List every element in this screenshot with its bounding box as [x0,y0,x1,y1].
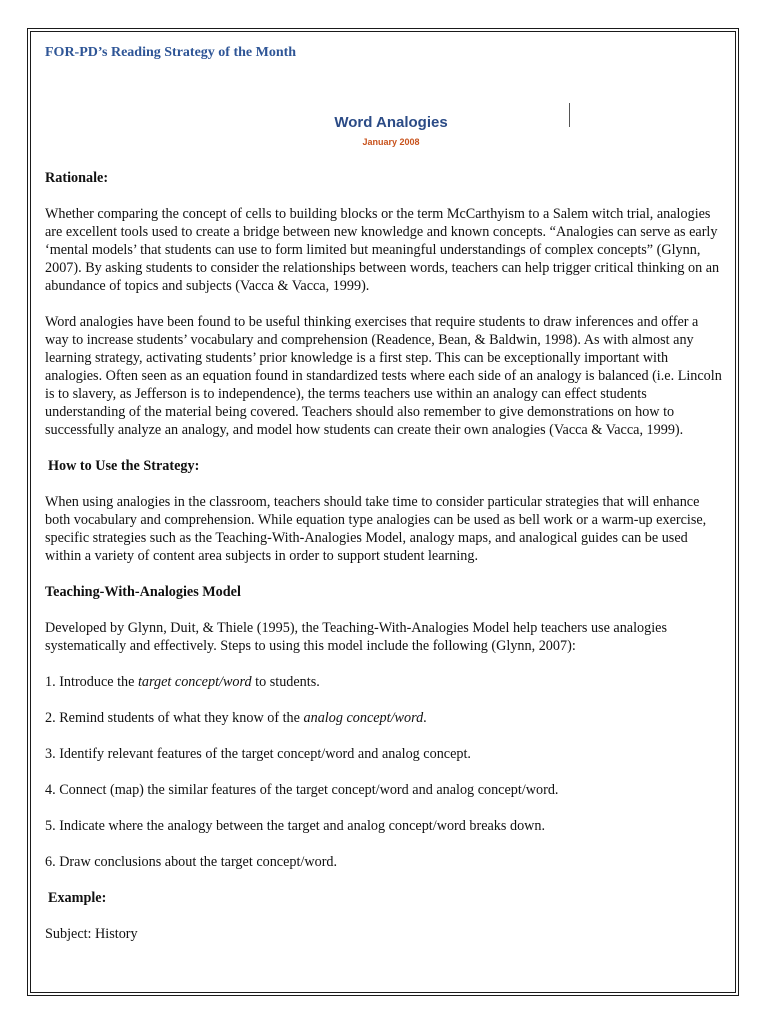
twa-model-section [45,583,723,871]
step-5: 5. Indicate where the analogy between the target and analog concept/word breaks down. [45,818,546,834]
document-body [45,44,723,943]
document-date: January 2008 [362,137,420,147]
example-subject: Subject: History [45,926,138,942]
twa-model-paragraph: Developed by Glynn, Duit, & Thiele (1995), the Teaching-With-Analogies Model help teachers use analogies systematically and effectively. Steps to using this model include the following (Glynn, 2007): [45,620,667,654]
step-2: 2. Remind students of what they know of the analog concept/word. [45,710,427,726]
rationale-section [45,169,723,439]
rationale-heading: Rationale: [45,170,109,186]
example-section [45,889,723,943]
how-to-paragraph: When using analogies in the classroom, teachers should take time to consider particular strategies that will enhance both vocabulary and comprehension. While equation type analogies can be used as bell work or a warm-up exercise, specific strategies such as the Teaching-With-Analogies Model, analogy maps, and analogical guides can be used within a variety of content area subjects in order to support student learning. [45,494,707,564]
step-4: 4. Connect (map) the similar features of the target concept/word and analog concept/word. [45,782,559,798]
step-1: 1. Introduce the target concept/word to students. [45,674,320,690]
how-to-heading: How to Use the Strategy: [48,458,200,474]
header-note: FOR-PD’s Reading Strategy of the Month [45,45,297,60]
twa-model-heading: Teaching-With-Analogies Model [45,584,241,600]
rationale-paragraph-1: Whether comparing the concept of cells to building blocks or the term McCarthyism to a Salem witch trial, analogies are excellent tools used to create a bridge between new knowledge and known concepts. “Analogies can serve as early ‘mental models’ that students can use to form limited but meaningful understandings of complex concepts” (Glynn, 2007). By asking students to consider the relationships between words, teachers can help trigger critical thinking on an abundance of topics and subjects (Vacca & Vacca, 1999). [45,206,720,294]
example-heading: Example: [48,890,107,906]
how-to-section [45,457,723,565]
rationale-paragraph-2: Word analogies have been found to be useful thinking exercises that require students to draw inferences and offer a way to increase students’ vocabulary and comprehension (Readence, Bean, & Baldwin, 1998). As with almost any learning strategy, activating students’ prior knowledge is a first step. This can be exceptionally important with analogies. Often seen as an equation found in standardized tests where each side of an analogy is balanced (i.e. Lincoln is to slavery, as Jefferson is to independence), the terms teachers use within an analogy can effect students understanding of the material being covered. Teachers should also remember to give demonstrations on how to successfully analyze an analogy, and model how students can create their own analogies (Vacca & Vacca, 1999). [45,314,722,438]
step-3: 3. Identify relevant features of the target concept/word and analog concept. [45,746,471,762]
title-block [45,113,723,148]
step-6: 6. Draw conclusions about the target concept/word. [45,854,338,870]
document-title: Word Analogies [334,114,448,131]
